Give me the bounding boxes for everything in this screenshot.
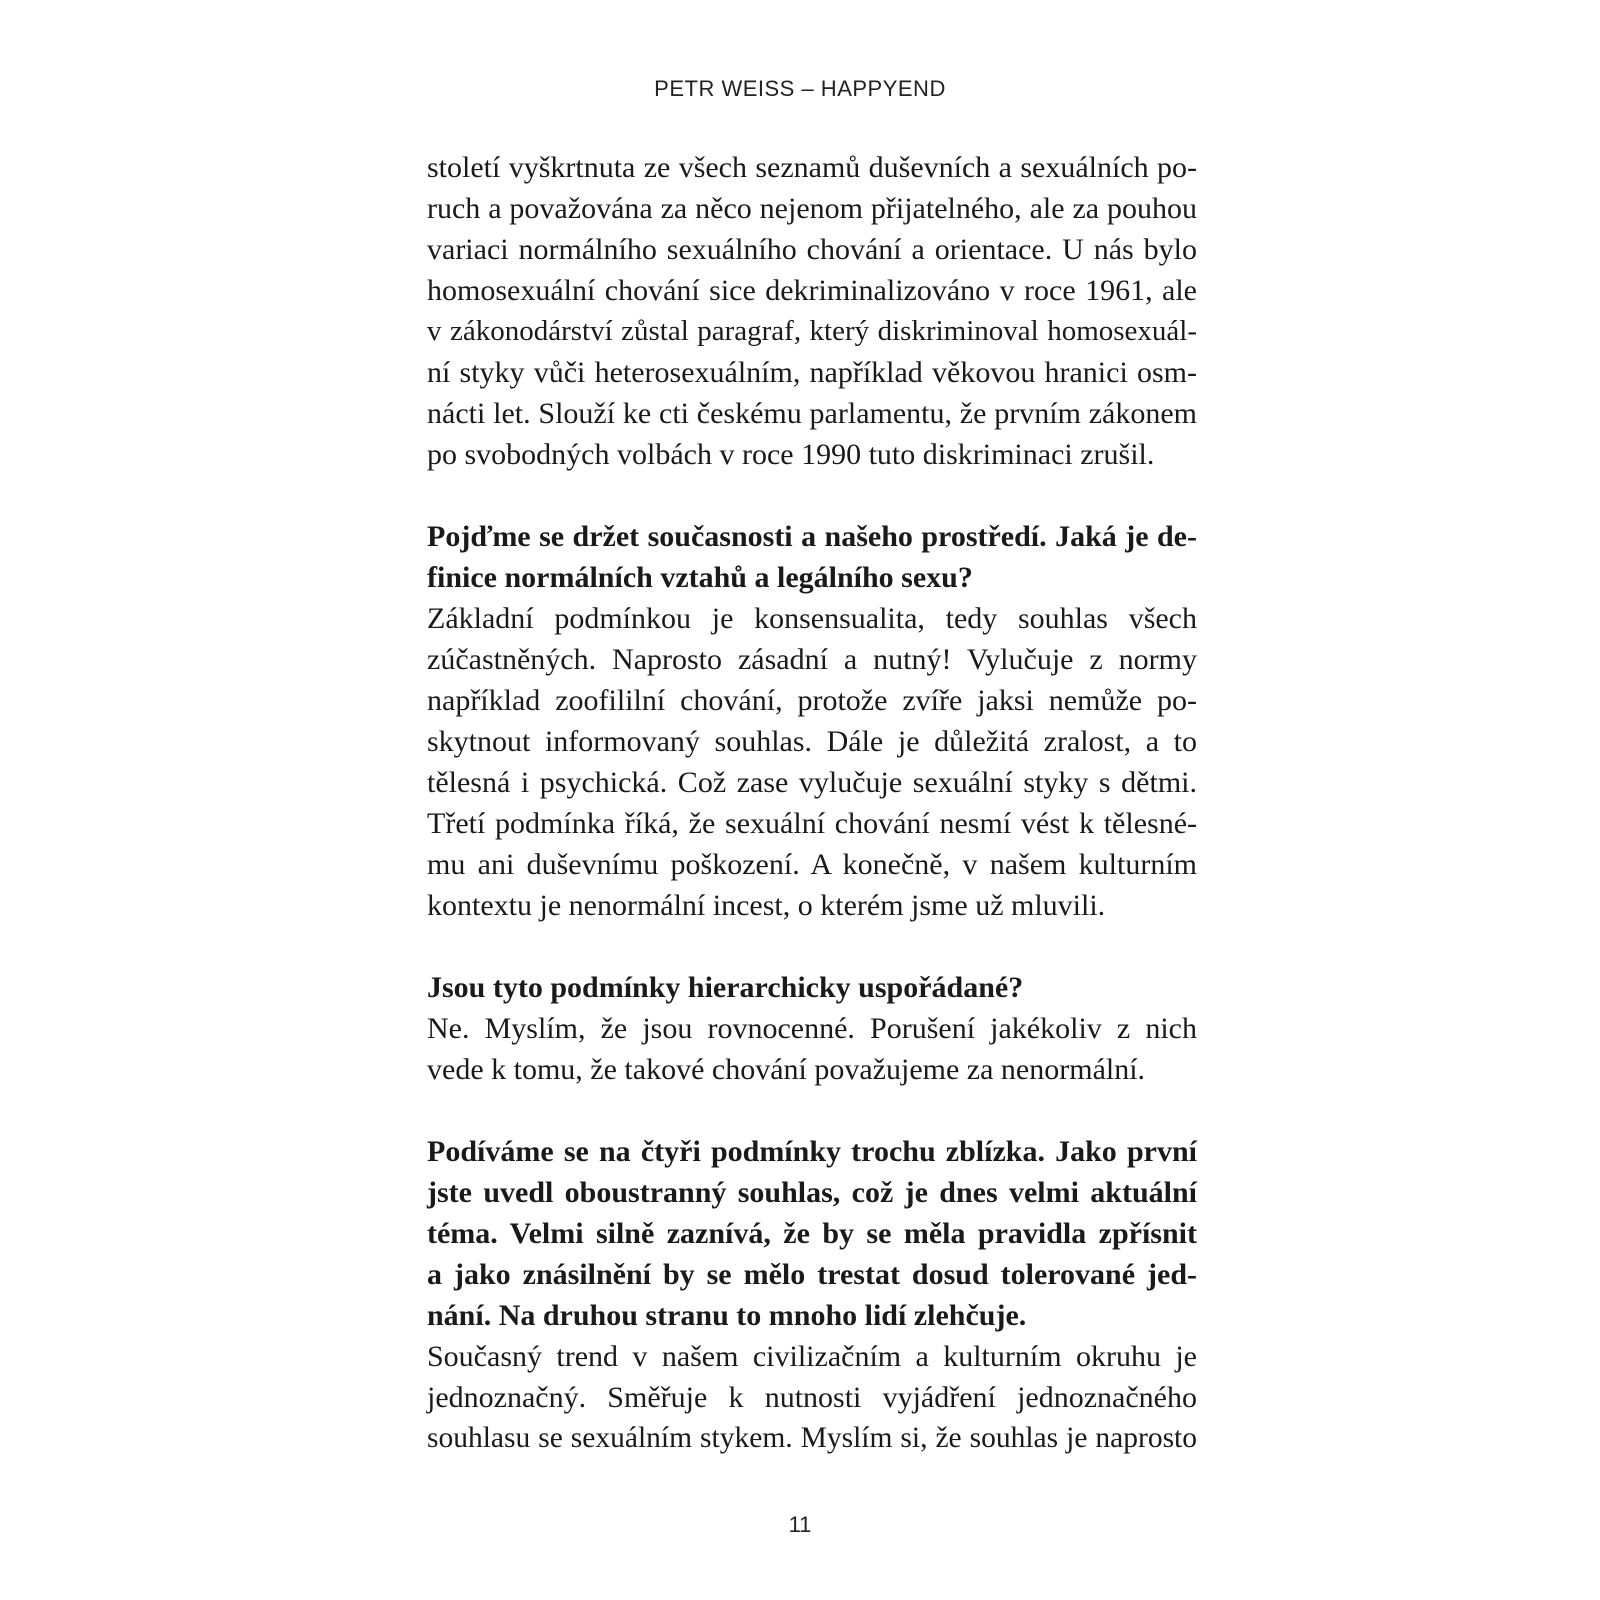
page-number: 11: [788, 1512, 812, 1537]
text-line: Ne. Myslím, že jsou rovnocenné. Porušení jakékoliv z nich: [427, 1012, 1197, 1045]
paragraph-gap: [427, 1090, 1197, 1131]
question-paragraph: [427, 516, 1197, 598]
answer-paragraph: [427, 1008, 1197, 1090]
paragraph-gap: [427, 926, 1197, 967]
text-line: finice normálních vztahů a legálního sexu?: [427, 561, 973, 594]
text-line: Třetí podmínka říká, že sexuální chování nesmí vést k tělesné-: [427, 807, 1197, 840]
text-line: mu ani duševnímu poškození. A konečně, v našem kulturním: [427, 848, 1197, 881]
text-line: tělesná i psychická. Což zase vylučuje sexuální styky s dětmi.: [427, 766, 1197, 799]
text-line: homosexuální chování sice dekriminalizováno v roce 1961, ale: [427, 274, 1197, 307]
text-line: století vyškrtnuta ze všech seznamů duševních a sexuálních po-: [427, 151, 1197, 184]
text-line: kontextu je nenormální incest, o kterém jsme už mluvili.: [427, 889, 1106, 922]
text-line: vede k tomu, že takové chování považujeme za nenormální.: [427, 1053, 1146, 1086]
question-paragraph: [427, 1131, 1197, 1336]
text-line: jednoznačný. Směřuje k nutnosti vyjádření jednoznačného: [427, 1381, 1197, 1414]
text-line: ní styky vůči heterosexuálním, například věkovou hranici osm-: [427, 356, 1197, 389]
text-line: nácti let. Slouží ke cti českému parlamentu, že prvním zákonem: [427, 397, 1197, 430]
answer-paragraph: [427, 147, 1197, 475]
text-line: téma. Velmi silně zaznívá, že by se měla pravidla zpřísnit: [427, 1217, 1197, 1250]
page-body: [427, 147, 1197, 1459]
answer-paragraph: [427, 1336, 1197, 1459]
text-line: Základní podmínkou je konsensualita, tedy souhlas všech: [427, 602, 1197, 635]
text-line: variaci normálního sexuálního chování a orientace. U nás bylo: [427, 233, 1197, 266]
question-paragraph: [427, 967, 1197, 1008]
running-head: PETR WEISS – HAPPYEND: [654, 76, 946, 101]
text-line: v zákonodárství zůstal paragraf, který diskriminoval homosexuál-: [427, 315, 1197, 347]
text-line: nání. Na druhou stranu to mnoho lidí zlehčuje.: [427, 1299, 1027, 1332]
paragraph-gap: [427, 475, 1197, 516]
text-line: ruch a považována za něco nejenom přijatelného, ale za pouhou: [427, 192, 1197, 225]
answer-paragraph: [427, 598, 1197, 926]
text-line: Podíváme se na čtyři podmínky trochu zblízka. Jako první: [427, 1135, 1197, 1168]
text-line: Jsou tyto podmínky hierarchicky uspořádané?: [427, 971, 1024, 1004]
text-line: jste uvedl oboustranný souhlas, což je dnes velmi aktuální: [427, 1176, 1197, 1209]
text-line: například zoofililní chování, protože zvíře jaksi nemůže po-: [427, 684, 1197, 717]
text-line: Současný trend v našem civilizačním a kulturním okruhu je: [427, 1340, 1197, 1373]
text-line: souhlasu se sexuálním stykem. Myslím si, že souhlas je naprosto: [427, 1422, 1197, 1454]
text-line: a jako znásilnění by se mělo trestat dosud tolerované jed-: [427, 1258, 1197, 1291]
text-line: Pojďme se držet současnosti a našeho prostředí. Jaká je de-: [427, 520, 1197, 553]
text-line: po svobodných volbách v roce 1990 tuto diskriminaci zrušil.: [427, 438, 1155, 471]
text-line: skytnout informovaný souhlas. Dále je důležitá zralost, a to: [427, 725, 1197, 758]
text-line: zúčastněných. Naprosto zásadní a nutný! Vylučuje z normy: [427, 643, 1197, 676]
